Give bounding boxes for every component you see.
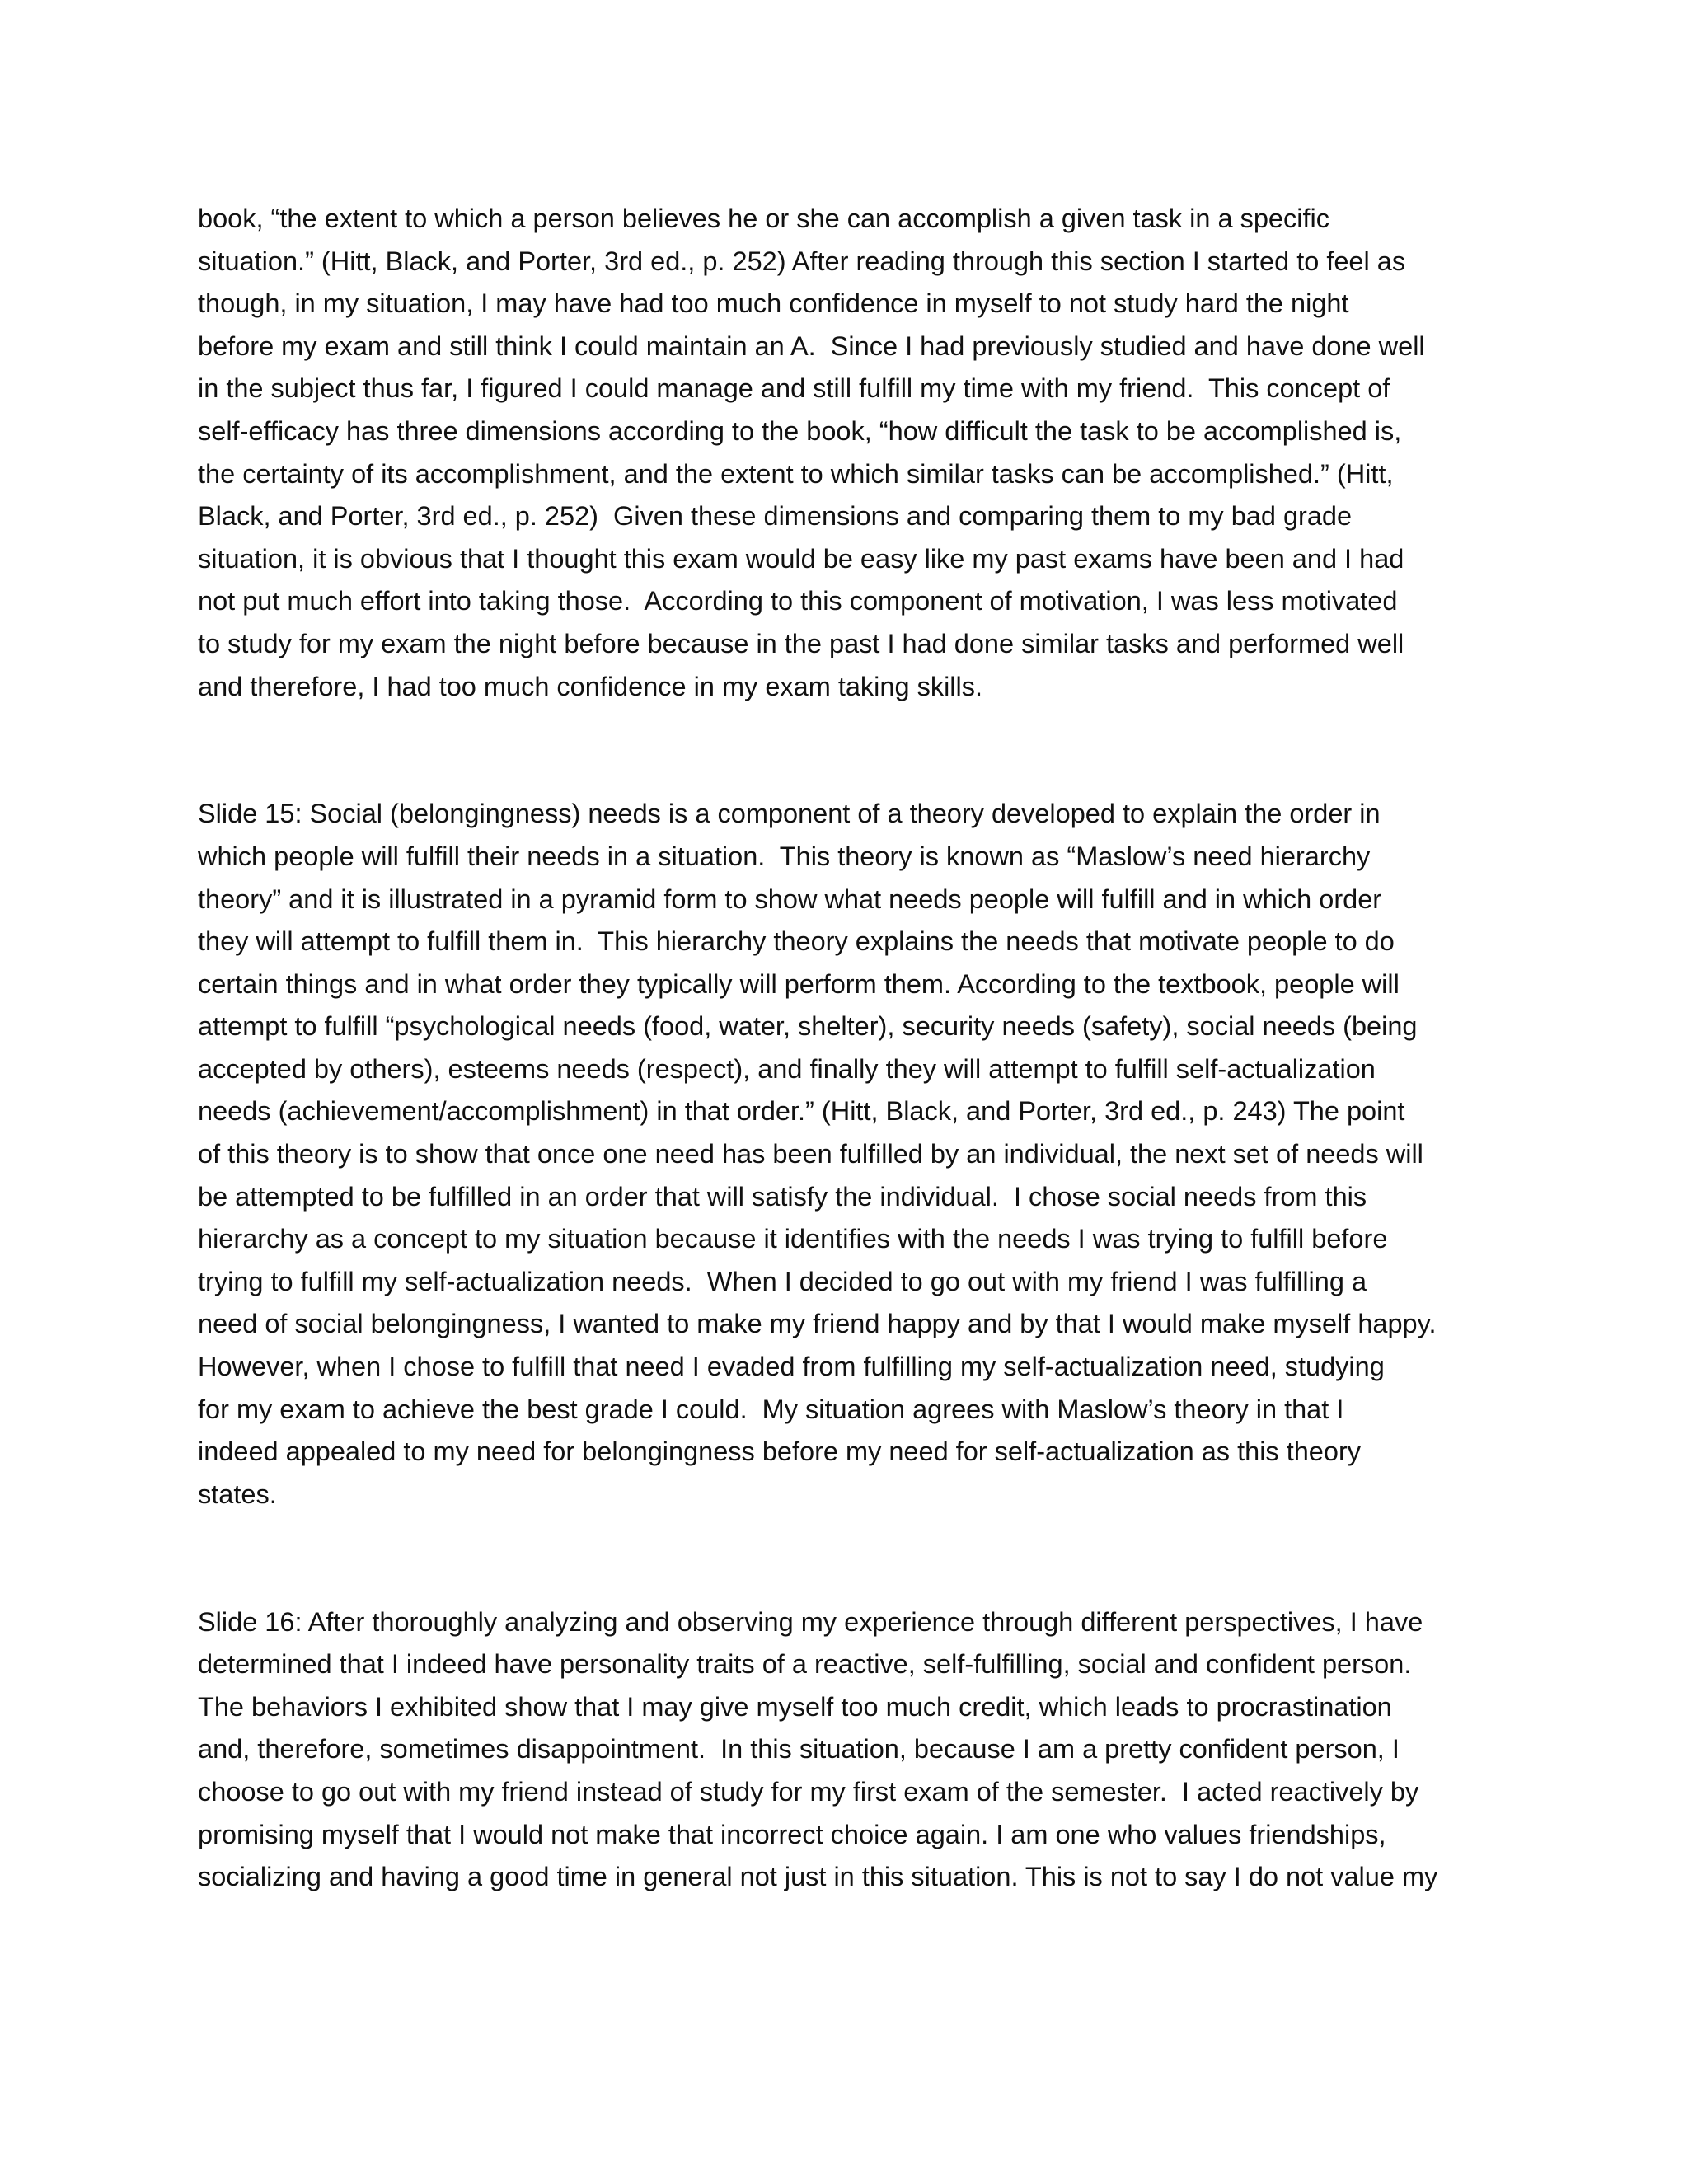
document-body — [198, 198, 1500, 1899]
text-line: before my exam and still think I could maintain an A. Since I had previously studied and have done well — [198, 330, 1425, 361]
paragraph-gap — [198, 708, 1500, 793]
text-line: not put much effort into taking those. According to this component of motivation, I was less motivated — [198, 586, 1398, 616]
text-line: hierarchy as a concept to my situation because it identifies with the needs I was trying to fulfill before — [198, 1224, 1388, 1254]
text-line: situation, it is obvious that I thought this exam would be easy like my past exams have been and I had — [198, 543, 1404, 574]
text-line: accepted by others), esteems needs (respect), and finally they will attempt to fulfill self-actualization — [198, 1053, 1376, 1084]
text-line: in the subject thus far, I figured I could manage and still fulfill my time with my friend. This concept of — [198, 373, 1390, 404]
text-line: promising myself that I would not make that incorrect choice again. I am one who values friendships, — [198, 1819, 1386, 1849]
text-line: determined that I indeed have personality traits of a reactive, self-fulfilling, social and confident person. — [198, 1649, 1412, 1680]
text-line: Slide 16: After thoroughly analyzing and observing my experience through different perspectives, I have — [198, 1606, 1423, 1637]
text-line: they will attempt to fulfill them in. This hierarchy theory explains the needs that motivate people to do — [198, 926, 1395, 957]
paragraph-2 — [198, 793, 1500, 1516]
text-line: situation.” (Hitt, Black, and Porter, 3rd ed., p. 252) After reading through this section I started to feel as — [198, 246, 1406, 276]
text-line: Black, and Porter, 3rd ed., p. 252) Given these dimensions and comparing them to my bad grade — [198, 501, 1353, 532]
text-line: certain things and in what order they typically will perform them. According to the textbook, people will — [198, 968, 1400, 999]
text-line: and therefore, I had too much confidence in my exam taking skills. — [198, 671, 983, 701]
text-line: trying to fulfill my self-actualization needs. When I decided to go out with my friend I was fulfilling a — [198, 1266, 1367, 1296]
text-line: book, “the extent to which a person believes he or she can accomplish a given task in a specific — [198, 204, 1329, 233]
text-line: to study for my exam the night before because in the past I had done similar tasks and performed well — [198, 628, 1404, 658]
text-line: need of social belongingness, I wanted to make my friend happy and by that I would make myself happy. — [198, 1309, 1437, 1339]
text-line: attempt to fulfill “psychological needs (food, water, shelter), security needs (safety), social needs (being — [198, 1011, 1418, 1042]
text-line: which people will fulfill their needs in a situation. This theory is known as “Maslow’s need hierarchy — [198, 841, 1371, 871]
text-line: be attempted to be fulfilled in an order that will satisfy the individual. I chose social needs from this — [198, 1181, 1367, 1212]
text-line: and, therefore, sometimes disappointment. In this situation, because I am a pretty confident person, I — [198, 1734, 1400, 1765]
text-line: The behaviors I exhibited show that I may give myself too much credit, which leads to procrastination — [198, 1691, 1392, 1722]
text-line: though, in my situation, I may have had too much confidence in myself to not study hard the night — [198, 288, 1349, 319]
text-line: the certainty of its accomplishment, and the extent to which similar tasks can be accomplished.” (Hitt, — [198, 458, 1394, 489]
paragraph-3 — [198, 1601, 1500, 1899]
text-line: states. — [198, 1479, 277, 1509]
text-line: However, when I chose to fulfill that need I evaded from fulfilling my self-actualization need, studying — [198, 1352, 1385, 1382]
text-line: choose to go out with my friend instead of study for my first exam of the semester. I acted reactively by — [198, 1776, 1419, 1807]
text-line: needs (achievement/accomplishment) in that order.” (Hitt, Black, and Porter, 3rd ed., p. 243) The point — [198, 1096, 1405, 1127]
text-line: Slide 15: Social (belongingness) needs is a component of a theory developed to explain the order in — [198, 799, 1381, 829]
text-line: for my exam to achieve the best grade I could. My situation agrees with Maslow’s theory in that I — [198, 1394, 1344, 1424]
text-line: theory” and it is illustrated in a pyramid form to show what needs people will fulfill and in which order — [198, 883, 1382, 914]
text-line: indeed appealed to my need for belongingness before my need for self-actualization as this theory — [198, 1436, 1362, 1467]
text-line: self-efficacy has three dimensions according to the book, “how difficult the task to be accomplished is, — [198, 415, 1402, 446]
paragraph-1 — [198, 198, 1500, 708]
text-line: socializing and having a good time in general not just in this situation. This is not to say I do not value my — [198, 1862, 1438, 1892]
text-line: of this theory is to show that once one need has been fulfilled by an individual, the next set of needs will — [198, 1139, 1423, 1169]
paragraph-gap — [198, 1516, 1500, 1601]
